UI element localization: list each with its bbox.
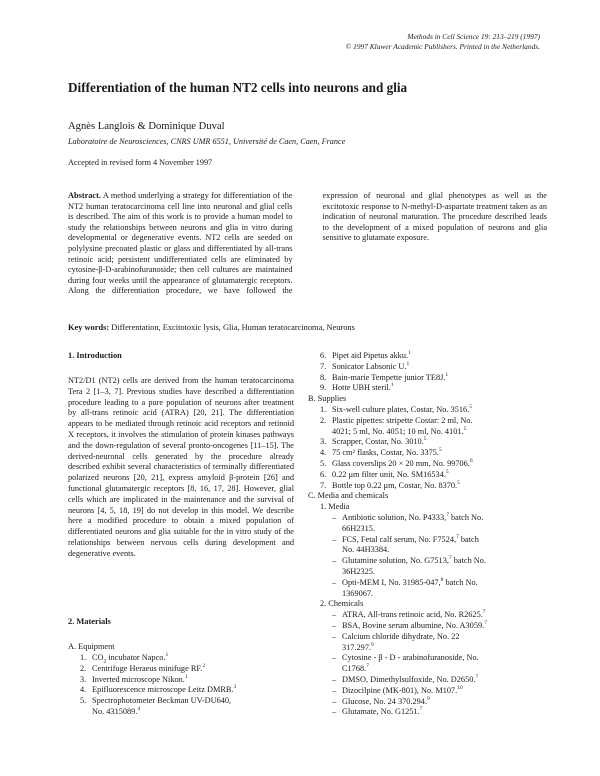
item-number: 6. <box>320 351 327 360</box>
item-text: 36H2325. <box>342 567 375 576</box>
item-text: 1. Media <box>320 502 350 512</box>
item-text: Epifluorescence microscope Leitz DMRB.$^3$ <box>92 684 237 695</box>
keywords <box>68 323 355 332</box>
journal-copyright: © 1997 Kluwer Academic Publishers. Printed in the Netherlands. <box>345 42 540 51</box>
item-number: – <box>332 610 337 620</box>
item-text: $CO_2$ incubator Napco.$^1$ <box>92 652 169 665</box>
item-text: Glucose, No. 24 370.294.$^9$ <box>342 695 430 706</box>
item-text: DMSO, Dimethylsulfoxide, No. D2650.$^7$ <box>342 674 479 684</box>
item-text: Calcium chloride dihydrate, No. 22 <box>342 631 460 641</box>
introduction-text: NT2/D1 (NT2) cells are derived from the human teratocarcinoma Tera 2 [1–3, 7]. Previous studies have described a differentiation procedure leading to a pure population of neurons after treatment by all-trans retinoic acid (ATRA) [20, 21]. The differentiation appears to be mediated through retinoic acid receptors and retinoid X receptors, it involves the stimulation of protein kinases pathways and the down-regulation of several pronto-oncogenes [11–15]. The derived-neuronal cells generated by the procedure already described exhibit several characteristics of terminally differentiated polarized neurons [20, 21], express amyloid β-protein [26] and functional glutamatergic receptors [8, 16, 17, 28]. However, glial cells which are implicated in the maintenance and the survival of neurons [4, 5, 18, 19] do not develop in this model. We describe here a modified procedure to obtain a mixed population of differentiated neurons and glia suitable for the in vitro study of the relationships between nervous cells during development and degenerative events. <box>68 376 294 558</box>
item-number: – <box>332 621 337 630</box>
keywords-text: Differentation, Excitotoxic lysis, Glia, Human teratocarcinoma, Neurons <box>111 323 355 332</box>
item-text: Hotte UBH steril.$^1$ <box>332 382 394 393</box>
item-number: 4. <box>80 685 87 695</box>
item-number: 8. <box>320 372 327 382</box>
keywords-label: Key words: <box>68 323 110 332</box>
item-text: C. Media and chemicals <box>308 491 389 501</box>
item-number: – <box>332 685 337 695</box>
item-text: 1369067. <box>342 588 374 598</box>
item-text: 317.297.$^9$ <box>342 641 374 652</box>
item-text: C1768.$^7$ <box>342 663 369 674</box>
item-number: 3. <box>80 674 87 684</box>
item-text: Plastic pipettes: stripette Costar: 2 ml, No. <box>332 415 473 425</box>
item-number: 5. <box>320 459 327 468</box>
item-text: Glass coverslips 20 × 20 mm, No. 99706.$^6$ <box>332 458 473 468</box>
materials-heading: 2. Materials <box>68 617 111 626</box>
item-number: 1. <box>80 653 87 662</box>
item-number: – <box>332 675 337 684</box>
item-number: – <box>332 707 337 717</box>
item-text: Sonicator Labsonic U.$^1$ <box>332 361 410 371</box>
item-number: 4. <box>320 448 327 458</box>
item-text: Opti-MEM I, No. 31985-047,$^8$ batch No. <box>342 577 478 587</box>
introduction-heading: 1. Introduction <box>68 351 122 360</box>
item-text: ATRA, All-trans retinoic acid, No. R2625.$^7$ <box>342 609 486 620</box>
item-text: Six-well culture plates, Costar, No. 3516.$^5$ <box>332 404 472 414</box>
item-number: 7. <box>320 480 327 490</box>
item-number: – <box>332 631 337 641</box>
journal-citation: Methods in Cell Science 19: 213–219 (1997) <box>407 32 540 41</box>
item-text: No. 4315089.$^4$ <box>92 706 141 716</box>
item-text: 2. Chemicals <box>320 599 364 609</box>
item-text: Glutamate, No. G1251.$^7$ <box>342 706 423 717</box>
item-text: Pipet aid Pipetus akku.$^1$ <box>332 350 411 360</box>
materials-list-continued <box>308 351 548 771</box>
item-number: – <box>332 556 337 566</box>
item-number: – <box>332 653 337 663</box>
item-text: Glutamine solution, No. G7513,$^7$ batch No. <box>342 555 487 566</box>
equipment-list <box>68 653 294 733</box>
item-number: – <box>332 577 337 587</box>
item-text: 75 cm² flasks, Costar, No. 3375.$^5$ <box>332 447 442 458</box>
affiliation: Laboratoire de Neurosciences, CNRS UMR 6551, Université de Caen, Caen, France <box>68 137 346 146</box>
item-text: Centrifuge Heraeus minifuge RF.$^2$ <box>92 663 206 673</box>
item-text: No. 44H3384. <box>342 545 390 555</box>
item-number: – <box>332 534 337 544</box>
item-text: BSA, Bovine serum albumine, No. A3059.$^7$ <box>342 620 487 630</box>
equipment-label: A. Equipment <box>68 642 115 651</box>
item-text: B. Supplies <box>308 394 347 404</box>
item-number: – <box>332 513 337 522</box>
item-number: – <box>332 696 337 706</box>
item-text: Inverted microscope Nikon.$^1$ <box>92 673 188 684</box>
item-text: 0.22 μm filter unit, No. SM16534.$^5$ <box>332 469 449 479</box>
abstract-text: A method underlying a strategy for differentiation of the NT2 human teratocarcinoma cell line into neuronal and glial cells is described. The aim of this work is to provide a human model to study the relationships between neurons and glia in vitro during developmental or degenerative events. NT2 cells are seeded on polylysine precoated plastic or glass and differentiated by all-trans retinoic acid; persistent undifferentiated cells are eliminated by cytosine-β-D-arabinofuranoside; then cell cultures are maintained during four weeks until the appearance of glutamatergic receptors. Along the differentiation procedure, we have followed the expression of neuronal and glial phenotypes as well as the excitotoxic response to N-methyl-D-aspartate treatment taken as an indication of neuronal maturation. The procedure described leads to the development of a mixed population of neurons and glia sensitive to glutamate exposure. <box>68 191 547 296</box>
item-text: FCS, Fetal calf serum, No. F7524,$^7$ batch <box>342 533 479 544</box>
item-text: Spectrophotometer Beckman UV-DU640, <box>92 696 232 706</box>
accepted-date: Accepted in revised form 4 November 1997 <box>68 158 213 167</box>
item-text: 66H2315. <box>342 523 375 533</box>
item-number: 3. <box>320 437 327 447</box>
item-number: 2. <box>320 415 327 425</box>
paper-title: Differentiation of the human NT2 cells into neurons and glia <box>68 80 408 95</box>
item-number: 9. <box>320 383 327 393</box>
item-text: Scrapper, Costar, No. 3010.$^5$ <box>332 436 427 447</box>
item-number: 2. <box>80 663 87 673</box>
journal-info <box>346 32 540 52</box>
item-text: Bottle top 0.22 μm, Costar, No. 8370.$^5$ <box>332 479 460 490</box>
item-text: Cytosine - β - D - arabinofuranoside, No. <box>342 653 479 663</box>
item-text: Dizocilpine (MK-801), No. M107.10 <box>342 685 463 695</box>
item-number: 5. <box>80 696 87 706</box>
item-number: 1. <box>320 405 327 414</box>
abstract-label: Abstract. <box>68 191 101 200</box>
item-number: 7. <box>320 361 327 371</box>
item-number: 6. <box>320 469 327 479</box>
abstract <box>68 191 547 305</box>
item-text: Antibiotic solution, No. P4333,$^7$ batch No. <box>342 512 484 522</box>
item-text: Bain-marie Tempette junior TE8J.$^1$ <box>332 371 449 382</box>
item-text: 4021; 5 ml, No. 4051; 10 ml, No. 4101.$^5$ <box>332 425 467 436</box>
authors: Agnès Langlois & Dominique Duval <box>68 121 225 132</box>
